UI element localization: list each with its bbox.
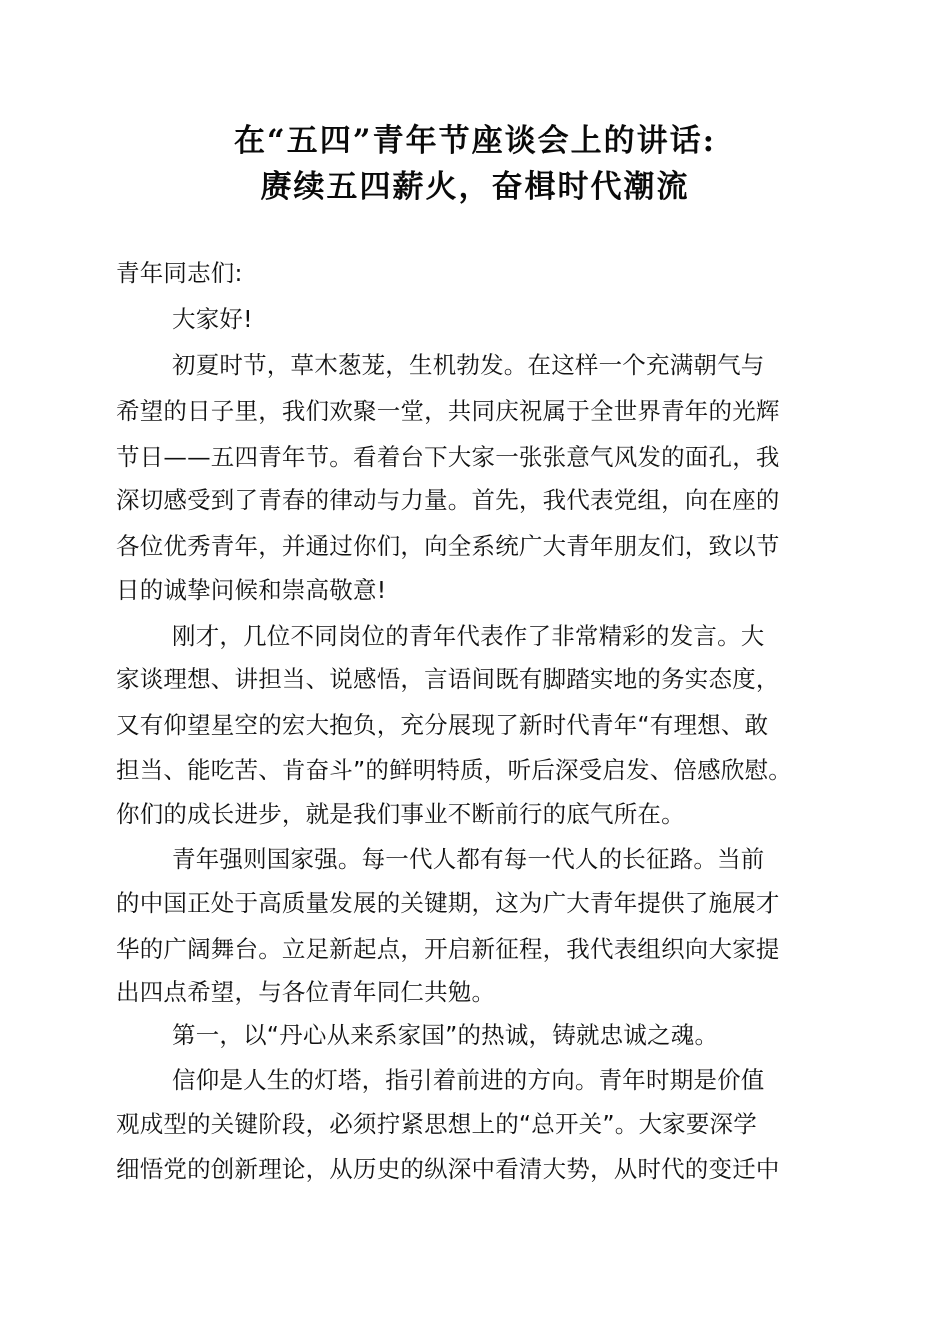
document-title-line-1: 在“五四”青年节座谈会上的讲话: (233, 123, 717, 159)
paragraph-4-line: 观成型的关键阶段，必须拧紧思想上的“总开关”。大家要深学 (116, 1110, 757, 1138)
paragraph-3-line: 青年强则国家强。每一代人都有每一代人的长征路。当前 (172, 845, 765, 873)
paragraph-2-line: 又有仰望星空的宏大抱负，充分展现了新时代青年“有理想、敢 (116, 711, 769, 739)
paragraph-1-line: 各位优秀青年，并通过你们，向全系统广大青年朋友们，致以节 (116, 532, 780, 560)
paragraph-2-line: 家谈理想、讲担当、说感悟，言语间既有脚踏实地的务实态度， (116, 665, 780, 693)
paragraph-1-line: 初夏时节，草木葱茏，生机勃发。在这样一个充满朝气与 (172, 351, 765, 379)
paragraph-2-line: 担当、能吃苦、肯奋斗”的鲜明特质，听后深受启发、倍感欣慰。 (116, 756, 792, 784)
paragraph-2-line: 你们的成长进步，就是我们事业不断前行的底气所在。 (116, 800, 685, 828)
paragraph-1-line: 节日——五四青年节。看着台下大家一张张意气风发的面孔，我 (116, 443, 780, 471)
paragraph-2-line: 刚才，几位不同岗位的青年代表作了非常精彩的发言。大 (172, 622, 765, 650)
paragraph-1-line: 日的诚挚问候和崇高敬意! (116, 576, 387, 604)
paragraph-4-line: 细悟党的创新理论，从历史的纵深中看清大势，从时代的变迁中 (116, 1155, 780, 1183)
paragraph-3-line: 华的广阔舞台。立足新起点，开启新征程，我代表组织向大家提 (116, 935, 780, 963)
paragraph-1-line: 深切感受到了青春的律动与力量。首先，我代表党组，向在座的 (116, 486, 780, 514)
document-title-line-2: 赓续五四薪火，奋楫时代潮流 (260, 169, 690, 205)
paragraph-3-line: 出四点希望，与各位青年同仁共勉。 (116, 978, 496, 1006)
greeting: 大家好! (172, 305, 253, 333)
paragraph-3-line: 的中国正处于高质量发展的关键期，这为广大青年提供了施展才 (116, 889, 780, 917)
salutation: 青年同志们: (116, 259, 243, 287)
section-heading: 第一，以“丹心从来系家国”的热诚，铸就忠诚之魂。 (172, 1021, 719, 1049)
paragraph-4-line: 信仰是人生的灯塔，指引着前进的方向。青年时期是价值 (172, 1066, 765, 1094)
paragraph-1-line: 希望的日子里，我们欢聚一堂，共同庆祝属于全世界青年的光辉 (116, 397, 780, 425)
